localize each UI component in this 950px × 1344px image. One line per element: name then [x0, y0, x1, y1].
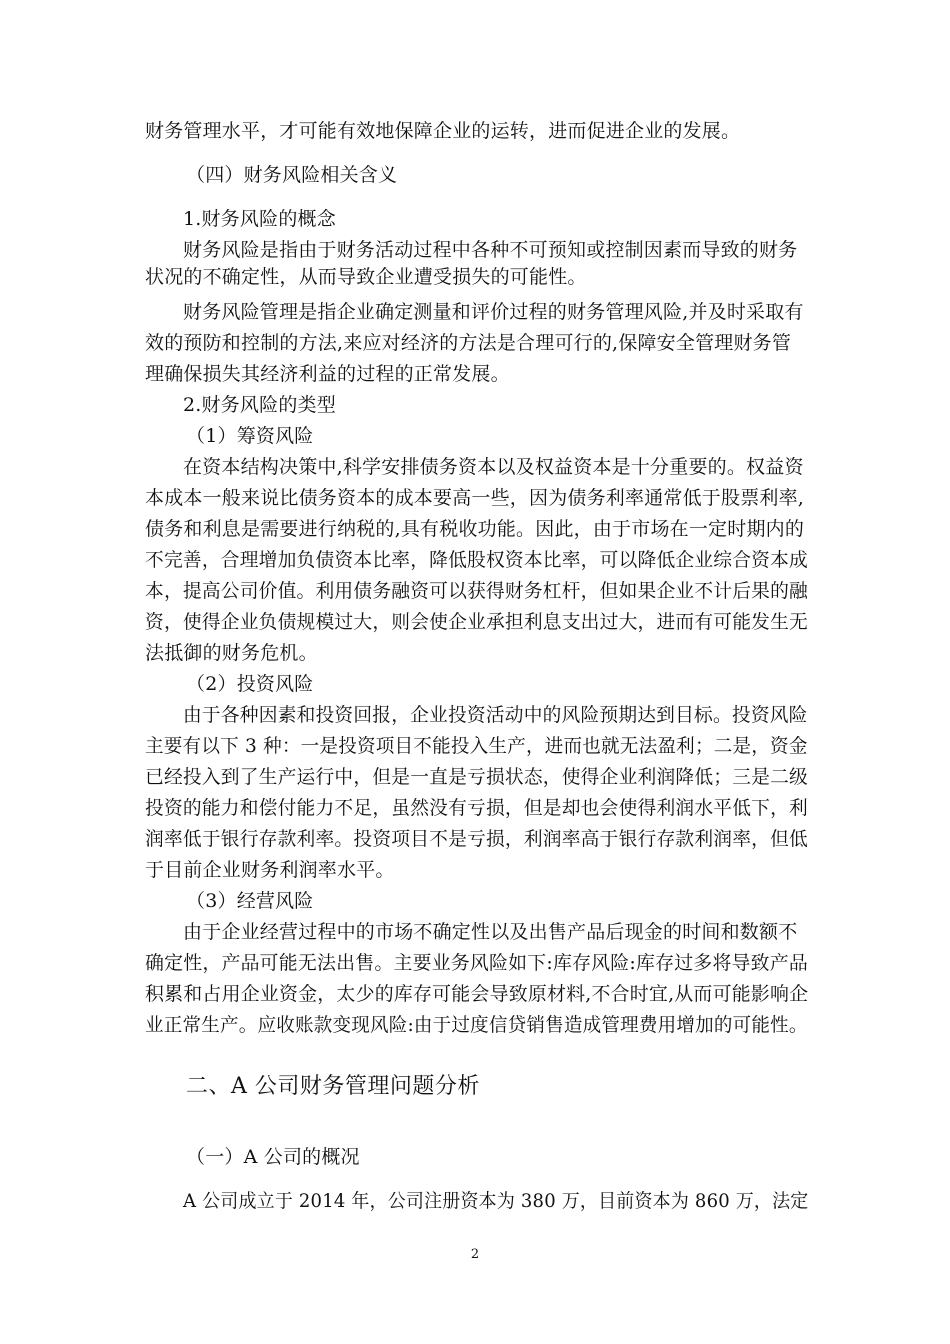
section-heading: 二、A 公司财务管理问题分析: [186, 1074, 480, 1099]
body-line: 在资本结构决策中,科学安排债务资本以及权益资本是十分重要的。权益资: [183, 456, 804, 478]
subsection-heading-4: （四）财务风险相关含义: [186, 164, 398, 186]
sub-item-heading: （3）经营风险: [186, 890, 314, 912]
body-line: 债务和利息是需要进行纳税的,具有税收功能。因此，由于市场在一定时期内的: [145, 518, 805, 540]
body-line: 法抵御的财务危机。: [145, 642, 318, 664]
body-line: A 公司成立于 2014 年，公司注册资本为 380 万，目前资本为 860 万，法定: [183, 1190, 809, 1212]
body-line: 于目前企业财务利润率水平。: [145, 859, 395, 881]
body-line: 财务管理水平，才可能有效地保障企业的运转，进而促进企业的发展。: [145, 120, 741, 142]
body-line: 已经投入到了生产运行中，但是一直是亏损状态，使得企业利润降低；三是二级: [145, 766, 809, 788]
body-line: 不完善，合理增加负债资本比率，降低股权资本比率，可以降低企业综合资本成: [145, 549, 809, 571]
body-line: 本，提高公司价值。利用债务融资可以获得财务杠杆，但如果企业不计后果的融: [145, 580, 809, 602]
body-line: 效的预防和控制的方法,来应对经济的方法是合理可行的,保障安全管理财务管: [145, 332, 792, 354]
sub-item-heading: （1）筹资风险: [186, 425, 314, 447]
body-line: 积累和占用企业资金，太少的库存可能会导致原材料,不合时宜,从而可能影响企: [145, 983, 809, 1005]
body-line: 由于企业经营过程中的市场不确定性以及出售产品后现金的时间和数额不: [183, 921, 798, 943]
body-line: 确定性，产品可能无法出售。主要业务风险如下:库存风险:库存过多将导致产品: [145, 952, 809, 974]
body-line: 本成本一般来说比债务资本的成本要高一些，因为债务利率通常低于股票利率,: [145, 487, 805, 509]
body-line: 状况的不确定性，从而导致企业遭受损失的可能性。: [145, 266, 587, 288]
body-line: 业正常生产。应收账款变现风险:由于过度信贷销售造成管理费用增加的可能性。: [145, 1014, 808, 1036]
body-line: 润率低于银行存款利率。投资项目不是亏损，利润率高于银行存款利润率，但低: [145, 828, 809, 850]
body-line: 财务风险管理是指企业确定测量和评价过程的财务管理风险,并及时采取有: [183, 301, 804, 323]
body-line: 财务风险是指由于财务活动过程中各种不可预知或控制因素而导致的财务: [183, 239, 798, 261]
subsection-heading: （一）A 公司的概况: [186, 1146, 360, 1168]
sub-item-heading: （2）投资风险: [186, 673, 314, 695]
body-line: 投资的能力和偿付能力不足，虽然没有亏损，但是却也会使得利润水平低下，利: [145, 797, 809, 819]
body-line: 理确保损失其经济利益的过程的正常发展。: [145, 363, 510, 385]
item-heading: 2.财务风险的类型: [183, 394, 336, 416]
body-line: 主要有以下 3 种：一是投资项目不能投入生产，进而也就无法盈利；二是，资金: [145, 735, 808, 757]
body-line: 资，使得企业负债规模过大，则会使企业承担利息支出过大，进而有可能发生无: [145, 611, 809, 633]
item-heading: 1.财务风险的概念: [183, 208, 336, 230]
body-line: 由于各种因素和投资回报，企业投资活动中的风险预期达到目标。投资风险: [183, 704, 808, 726]
page-number: 2: [470, 1247, 480, 1262]
